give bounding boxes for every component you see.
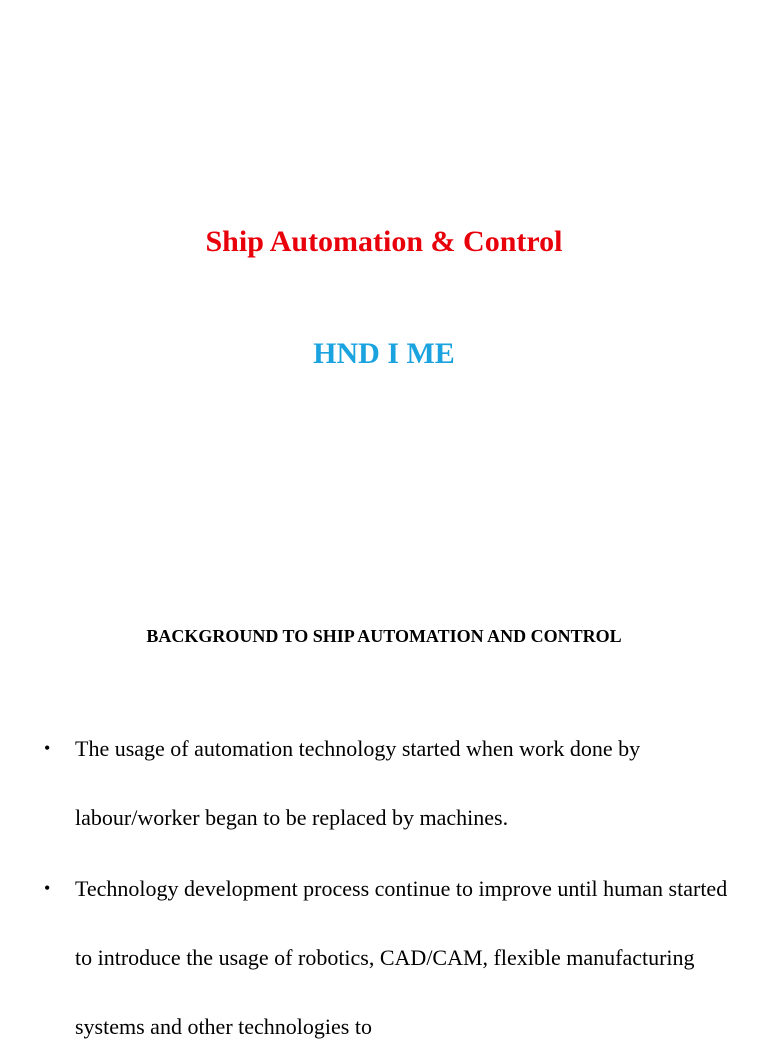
section-heading: BACKGROUND TO SHIP AUTOMATION AND CONTROL: [146, 626, 622, 646]
bullet-text: Technology development process continue to improve until human started to introduce the usage of robotics, CAD/CAM, flexible manufacturing systems and other technologies to: [75, 876, 728, 1039]
bullet-text: The usage of automation technology started when work done by labour/worker began to be replaced by machines.: [75, 736, 641, 830]
document-title: Ship Automation & Control: [205, 225, 563, 258]
bullet-icon: •: [44, 738, 51, 758]
bullet-icon: •: [44, 878, 51, 898]
document-subtitle: HND I ME: [313, 337, 455, 370]
bullet-list: [0, 714, 768, 1063]
bullet-item: [0, 714, 768, 852]
bullet-item: [0, 854, 768, 1061]
